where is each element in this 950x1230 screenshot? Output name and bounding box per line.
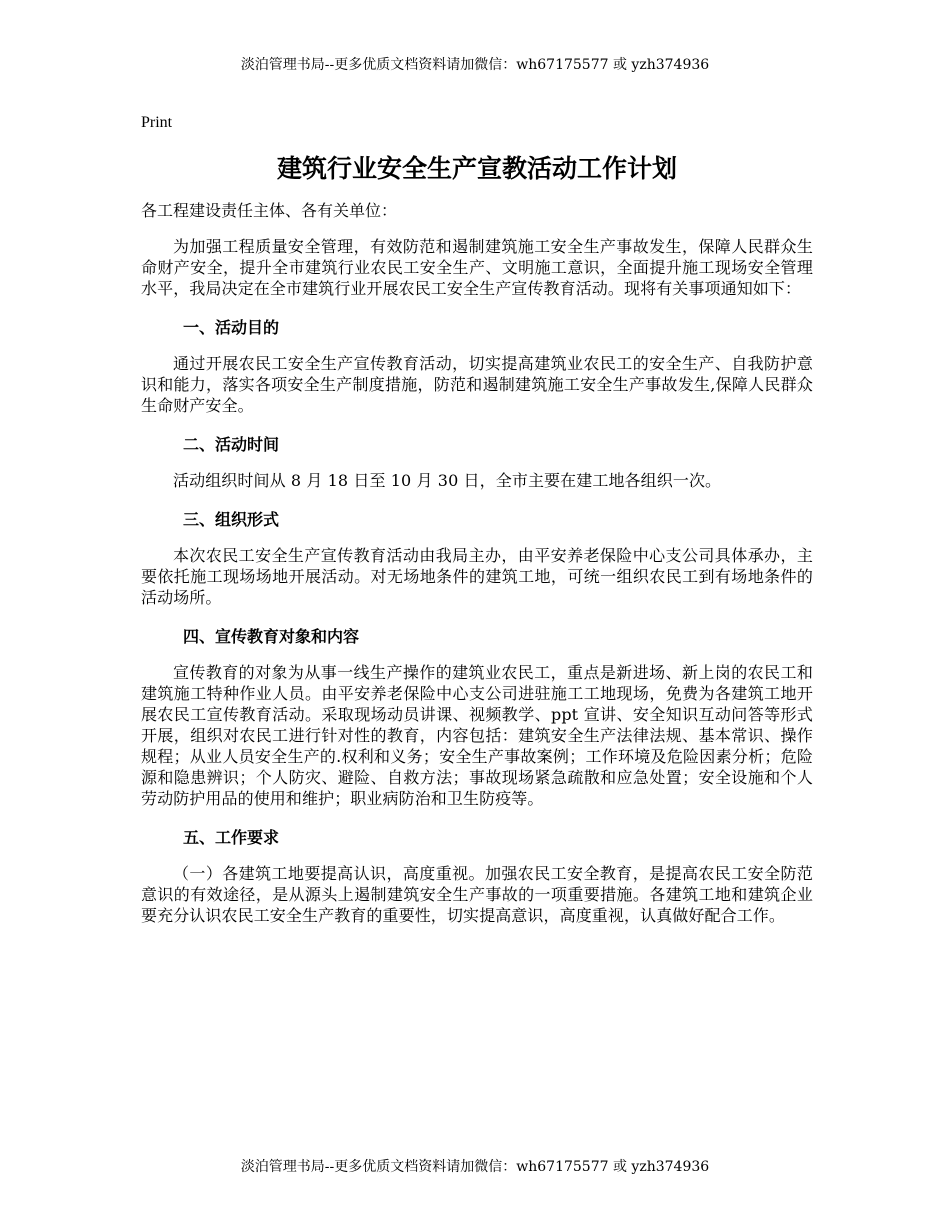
section-body-requirements: （一）各建筑工地要提高认识，高度重视。加强农民工安全教育，是提高农民工安全防范意识的有效途径，是从源头上遏制建筑安全生产事故的一项重要措施。各建筑工地和建筑企业要充分认识农民工安全生产教育的重要性，切实提高意识，高度重视，认真做好配合工作。: [141, 864, 813, 925]
print-label: Print: [141, 114, 173, 131]
section-heading-organization: 三、组织形式: [183, 510, 280, 529]
section-heading-time: 二、活动时间: [183, 435, 280, 454]
section-heading-audience-content: 四、宣传教育对象和内容: [183, 627, 360, 646]
section-heading-requirements: 五、工作要求: [183, 828, 280, 847]
page-header: 淡泊管理书局--更多优质文档资料请加微信：wh67175577 或 yzh374936: [240, 57, 710, 73]
document-body: [141, 112, 813, 926]
section-body-purpose: 通过开展农民工安全生产宣传教育活动，切实提高建筑业农民工的安全生产、自我防护意识和能力，落实各项安全生产制度措施，防范和遏制建筑施工安全生产事故发生,保障人民群众生命财产安全。: [141, 354, 813, 415]
section-body-time: 活动组织时间从 8 月 18 日至 10 月 30 日，全市主要在建工地各组织一次。: [173, 471, 722, 490]
page-footer: 淡泊管理书局--更多优质文档资料请加微信：wh67175577 或 yzh374936: [240, 1159, 710, 1175]
section-body-audience-content: 宣传教育的对象为从事一线生产操作的建筑业农民工，重点是新进场、新上岗的农民工和建筑施工特种作业人员。由平安养老保险中心支公司进驻施工工地现场，免费为各建筑工地开展农民工宣传教育活动。采取现场动员讲课、视频教学、ppt 宣讲、安全知识互动问答等形式开展，组织对农民工进行针对性的教育，内容包括：建筑安全生产法律法规、基本常识、操作规程；从业人员安全生产的.权利和义务；安全生产事故案例；工作环境及危险因素分析；危险源和隐患辨识；个人防灾、避险、自救方法；事故现场紧急疏散和应急处置；安全设施和个人劳动防护用品的使用和维护；职业病防治和卫生防疫等。: [141, 663, 813, 808]
section-body-organization: 本次农民工安全生产宣传教育活动由我局主办，由平安养老保险中心支公司具体承办，主要依托施工现场场地开展活动。对无场地条件的建筑工地，可统一组织农民工到有场地条件的活动场所。: [141, 546, 813, 607]
section-heading-purpose: 一、活动目的: [183, 318, 280, 337]
document-title: 建筑行业安全生产宣教活动工作计划: [276, 154, 677, 183]
salutation: 各工程建设责任主体、各有关单位：: [141, 201, 398, 220]
intro-paragraph: 为加强工程质量安全管理，有效防范和遏制建筑施工安全生产事故发生，保障人民群众生命财产安全，提升全市建筑行业农民工安全生产、文明施工意识，全面提升施工现场安全管理水平，我局决定在全市建筑行业开展农民工安全生产宣传教育活动。现将有关事项通知如下：: [141, 237, 813, 298]
